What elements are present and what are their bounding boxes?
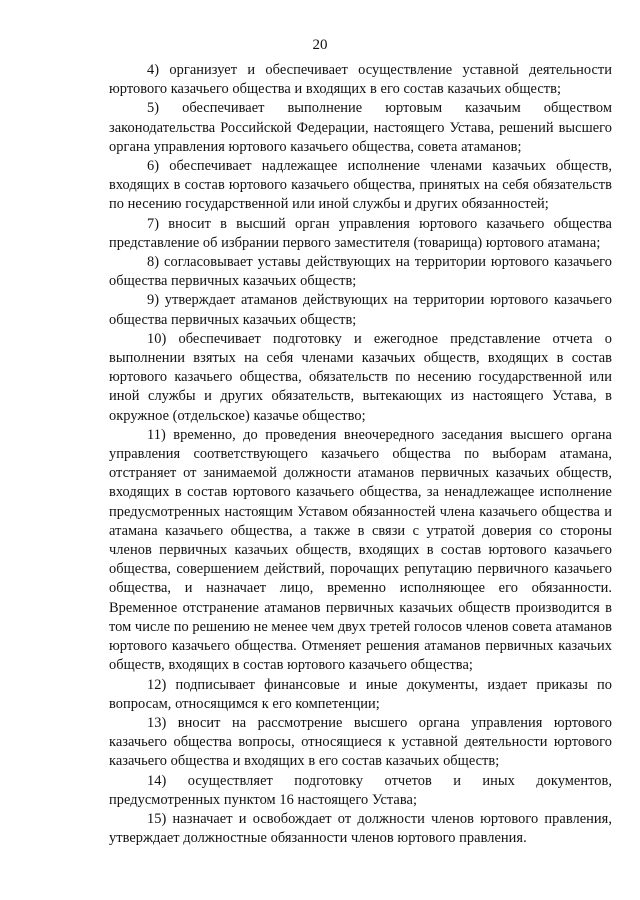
paragraph-item-5: 5) обеспечивает выполнение юртовым казачьим обществом законодательства Российской Федерации, настоящего Устава, решений высшего органа управления юртового казачьего общества, совета атаманов; <box>109 100 612 155</box>
paragraph-item-9: 9) утверждает атаманов действующих на территории юртового казачьего общества первичных казачьих обществ; <box>109 292 612 328</box>
paragraph-item-12: 12) подписывает финансовые и иные документы, издает приказы по вопросам, относящимся к его компетенции; <box>109 676 612 712</box>
paragraph-item-15: 15) назначает и освобождает от должности членов юртового правления, утверждает должностные обязанности членов юртового правления. <box>109 810 612 847</box>
paragraph-item-14: 14) осуществляет подготовку отчетов и иных документов, предусмотренных пунктом 16 настоящего Устава; <box>109 772 612 808</box>
paragraph-item-10: 10) обеспечивает подготовку и ежегодное представление отчета о выполнении взятых на себя членами казачьих обществ, входящих в состав юртового казачьего общества, обязательств по несению государственной или иной службы и других обязательств, вытекающих из настоящего Устава, в окружное (отдельское) казачье общество; <box>109 330 612 424</box>
paragraph-item-6: 6) обеспечивает надлежащее исполнение членами казачьих обществ, входящих в состав юртового казачьего общества, принятых на себя обязательств по несению государственной или иной службы и других обязанностей; <box>109 158 612 213</box>
page-number: 20 <box>312 37 328 53</box>
paragraph-item-7: 7) вносит в высший орган управления юртового казачьего общества представление об избрании первого заместителя (товарища) юртового атамана; <box>109 215 612 251</box>
document-body <box>109 61 612 848</box>
paragraph-item-8: 8) согласовывает уставы действующих на территории юртового казачьего общества первичных казачьих обществ; <box>109 254 612 290</box>
paragraph-item-11: 11) временно, до проведения внеочередного заседания высшего органа управления соответствующего казачьего общества по выборам атамана, отстраняет от занимаемой должности атаманов первичных казачьих обществ, входящих в состав юртового казачьего общества, за ненадлежащее исполнение предусмотренных настоящим Уставом обязанностей члена казачьего общества и атамана казачьего общества, а также в связи с утратой доверия со стороны членов первичных казачьих обществ, входящих в состав юртового казачьего общества, совершением действий, порочащих репутацию первичного казачьего общества, и назначает лицо, временно исполняющее его обязанности. Временное отстранение атаманов первичных казачьих обществ производится в том числе по решению не менее чем двух третей голосов членов совета атаманов юртового казачьего общества. Отменяет решения атаманов первичных казачьих обществ, входящих в состав юртового казачьего общества; <box>109 426 612 674</box>
paragraph-item-13: 13) вносит на рассмотрение высшего органа управления юртового казачьего общества вопросы, относящиеся к уставной деятельности юртового казачьего общества и входящих в его состав казачьих обществ; <box>109 714 612 770</box>
paragraph-item-4: 4) организует и обеспечивает осуществление уставной деятельности юртового казачьего общества и входящих в его состав казачьих обществ; <box>109 62 612 98</box>
